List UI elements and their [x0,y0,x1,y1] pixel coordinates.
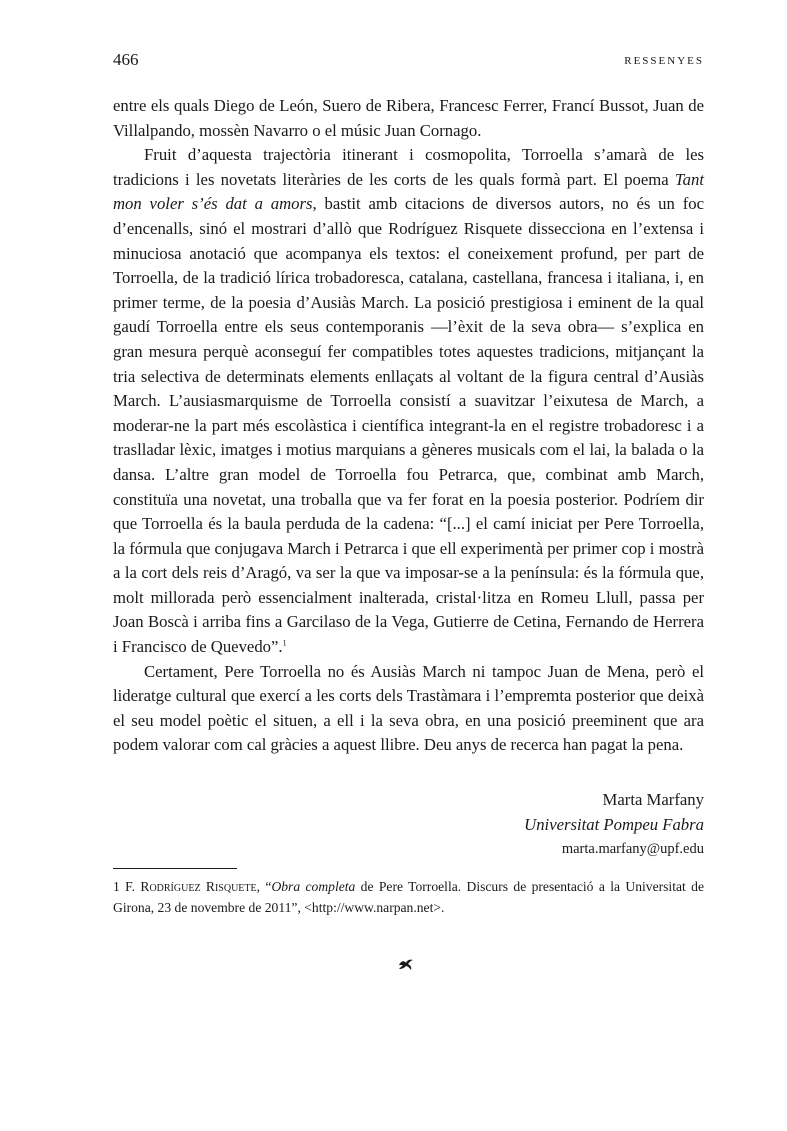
signature-block [524,788,704,862]
author-affiliation: Universitat Pompeu Fabra [524,814,704,834]
footnote-separator-text: , “ [256,879,272,894]
review-body [113,94,704,758]
author-name: Marta Marfany [602,790,704,809]
paragraph-2 [113,143,704,659]
paragraph-3: Certament, Pere Torroella no és Ausiàs March ni tampoc Juan de Mena, però el lideratge cultural que exercí a les corts dels Trastàmara i l’empremta posterior que deixà el seu model poètic el situen, a ell i la seva obra, en una posició preeminent que ara podem valorar com cal gràcies a aquest llibre. Deu anys de recerca han pagat la pena. [113,661,704,755]
footnote-1 [113,876,704,918]
running-head: RESSENYES [624,55,704,67]
footnote-separator [113,868,237,869]
footnote-reference[interactable]: 1 [282,638,287,648]
footnote-number: 1 [113,879,120,894]
footnote-rest: de Pere Torroella. Discurs de presentació a la Universitat de Girona, 23 de novembre de 2011”, <http://www.narpan.net>. [113,879,704,915]
paragraph-1: entre els quals Diego de León, Suero de Ribera, Francesc Ferrer, Francí Bussot, Juan de Villalpando, mossèn Navarro o el músic Juan Cornago. [113,96,704,140]
poem-title: Tant mon voler s’és dat a amors [113,169,704,214]
footnote-author: F. Rodríguez Risquete [125,879,257,894]
footnote-title: Obra completa [271,879,356,894]
paragraph-2-start: Fruit d’aquesta trajectòria itinerant i cosmopolita, Torroella s’amarà de les tradicions i les novetats literàries de les corts de les quals formà part. El poema [113,145,704,189]
page-number: 466 [113,50,139,69]
fleuron-icon [398,957,414,971]
author-email[interactable]: marta.marfany@upf.edu [561,841,704,858]
paragraph-2-end: , bastit amb citacions de diversos autors, no és un foc d’encenalls, sinó el mostrari d’allò que Rodríguez Risquete dissecciona en l’extensa i minuciosa anotació que acompanya els textos: el coneixement profund, per part de Torroella, de la tradició lírica trobadoresca, catalana, castellana, francesa i italiana, i, en primer terme, de la poesia d’Ausiàs March. La posició prestigiosa i eminent de la qual gaudí Torroella entre els seus contemporanis —l’èxit de la seva obra— s’explica en gran mesura perquè aconseguí fer compatibles totes aquestes tradicions, mitjançant la tria selectiva de determinats elements enllaçats al voltant de la figura central d’Ausiàs March. L’ausiasmarquisme de Torroella consistí a suavitzar l’eixutesa de March, a moderar-ne la part més escolàstica i científica integrant-la en el registre trobadoresc i a traslladar lèxic, imatges i motius marquians a gèneres musicals com el lai, la balada o la dansa. L’altre gran model de Torroella fou Petrarca, que, combinat amb March, constituïa una novetat, una troballa que va fer forat en la poesia posterior. Podríem dir que Torroella és la baula perduda de la cadena: “[...] el camí iniciat per Pere Torroella, la fórmula que conjugava March i Petrarca i que ell experimentà per primer cop i mostrà a la cort dels reis d’Aragó, va ser la que va imposar-se a la península: és la fórmula que, molt millorada però essencialment inalterada, cristal·litza en Romeu Llull, passa per Joan Boscà i arriba fins a Garcilaso de la Vega, Gutierre de Cetina, Fernando de Herrera i Francisco de Quevedo”. [113,194,705,657]
